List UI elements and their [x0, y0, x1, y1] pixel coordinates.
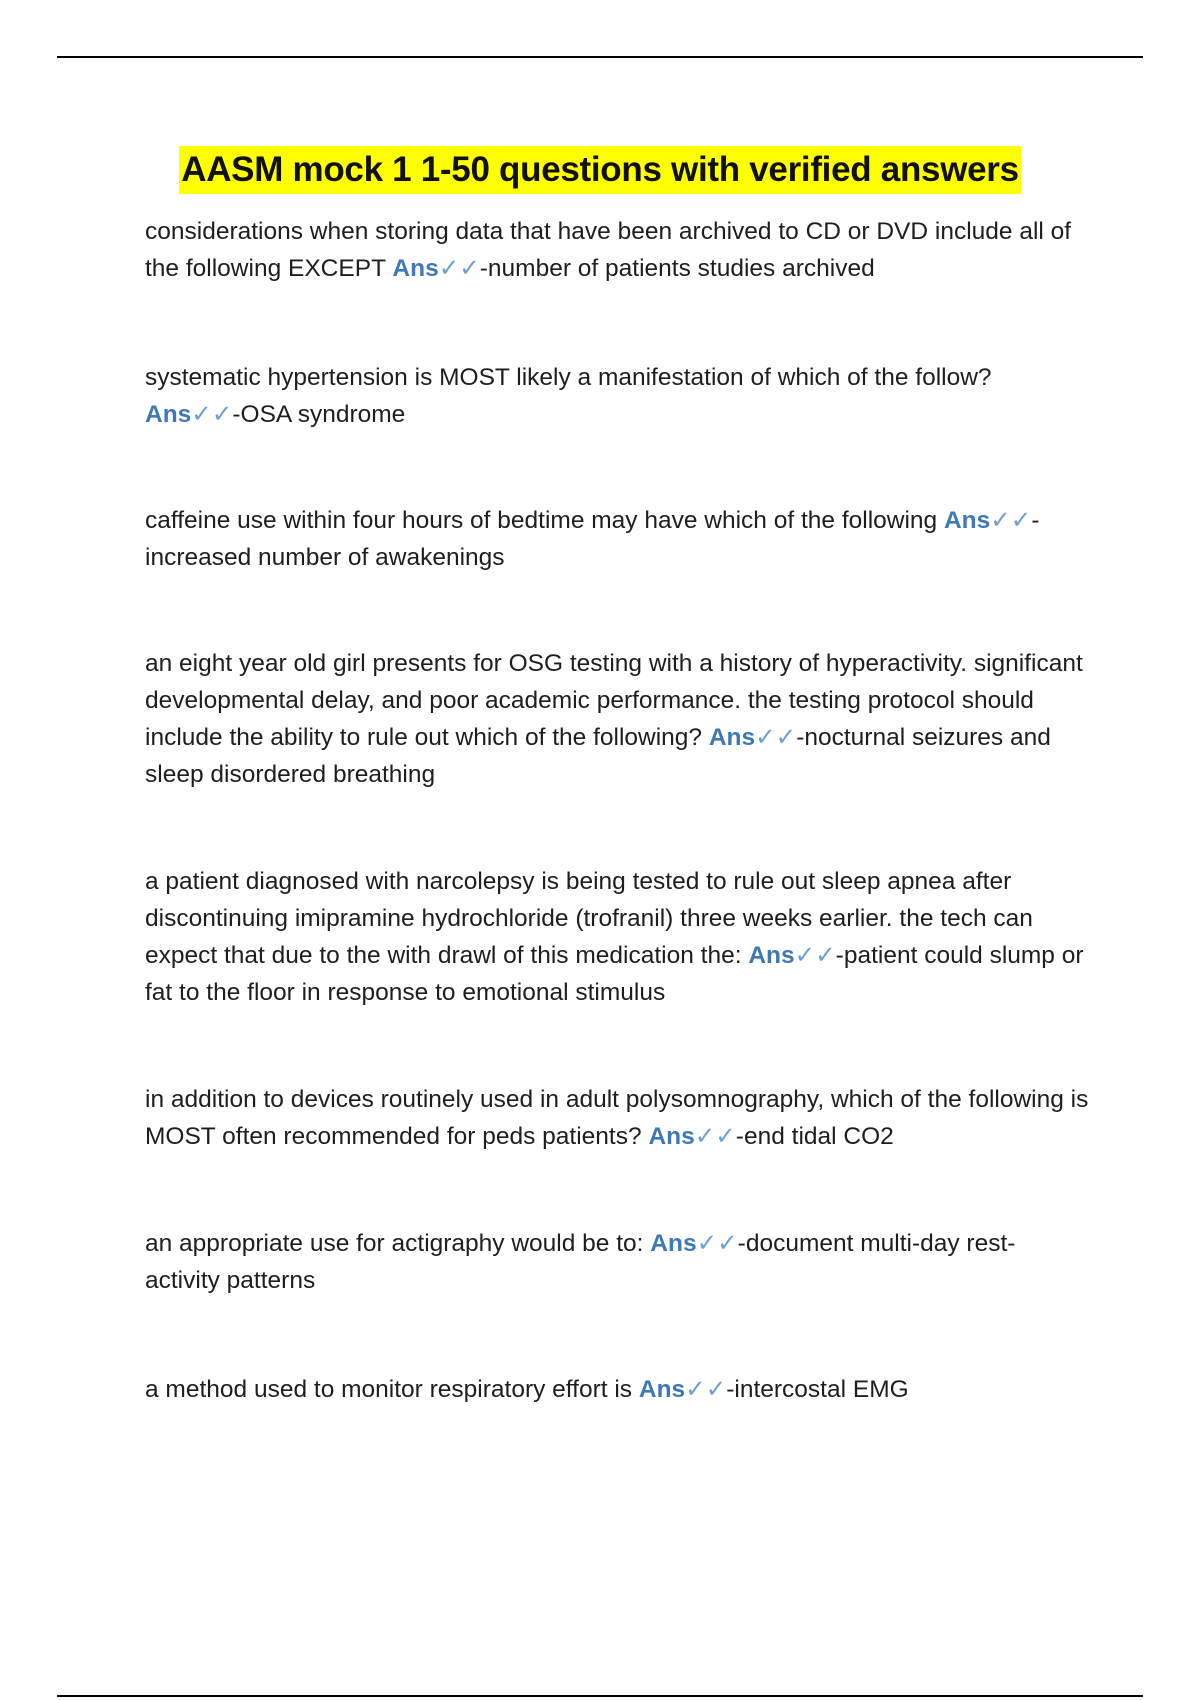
question-text: a patient diagnosed with narcolepsy is being tested to rule out sleep apnea after discontinuing imipramine hydrochloride (trofranil) three weeks earlier. the tech can expect that due to the with drawl of this medication the:: [145, 868, 1033, 969]
answer-text: -document multi-day rest-activity patterns: [145, 1230, 1016, 1294]
qa-item-1: [145, 213, 1090, 287]
answer-text: -OSA syndrome: [232, 401, 406, 428]
document-title: AASM mock 1 1-50 questions with verified answers: [179, 146, 1021, 194]
answer-text: -intercostal EMG: [726, 1376, 909, 1403]
question-text: caffeine use within four hours of bedtime may have which of the following: [145, 507, 944, 534]
answer-marker: Ans: [638, 1376, 686, 1403]
answer-marker: Ans: [648, 1123, 695, 1150]
answer-marker: Ans: [650, 1230, 697, 1257]
qa-item-6: [145, 1081, 1090, 1155]
answer-marker: Ans: [748, 942, 795, 969]
qa-item-4: [145, 645, 1090, 793]
check-icon: ✓✓: [694, 1123, 736, 1150]
qa-item-2: [145, 359, 1090, 433]
check-icon: ✓✓: [794, 942, 836, 969]
qa-item-8: [145, 1371, 1090, 1408]
qa-item-7: [145, 1225, 1090, 1299]
check-icon: ✓✓: [990, 507, 1032, 534]
answer-text: -increased number of awakenings: [145, 507, 1040, 571]
question-text: systematic hypertension is MOST likely a manifestation of which of the follow?: [145, 364, 992, 391]
answer-text: -nocturnal seizures and sleep disordered breathing: [145, 724, 1051, 788]
qa-item-3: [145, 502, 1090, 576]
question-text: in addition to devices routinely used in adult polysomnography, which of the following is MOST often recommended for peds patients?: [145, 1086, 1089, 1150]
title-container: [0, 146, 1200, 194]
check-icon: ✓✓: [685, 1376, 727, 1403]
answer-marker: Ans: [145, 401, 192, 428]
check-icon: ✓✓: [191, 401, 233, 428]
answer-text: -number of patients studies archived: [479, 255, 875, 282]
qa-item-5: [145, 863, 1090, 1011]
answer-marker: Ans: [943, 507, 991, 534]
question-text: an appropriate use for actigraphy would be to:: [145, 1230, 651, 1257]
footer-rule: [57, 1695, 1143, 1697]
check-icon: ✓✓: [755, 724, 797, 751]
question-text: an eight year old girl presents for OSG testing with a history of hyperactivity. significant developmental delay, and poor academic performance. the testing protocol should include the ability to rule out which of the following?: [145, 650, 1083, 751]
answer-marker: Ans: [708, 724, 756, 751]
answer-text: -patient could slump or fat to the floor in response to emotional stimulus: [145, 942, 1084, 1006]
answer-marker: Ans: [392, 255, 439, 282]
question-text: considerations when storing data that have been archived to CD or DVD include all of the following EXCEPT: [145, 218, 1072, 282]
answer-text: -end tidal CO2: [735, 1123, 894, 1150]
header-rule: [57, 56, 1143, 58]
question-text: a method used to monitor respiratory effort is: [145, 1376, 639, 1403]
check-icon: ✓✓: [696, 1230, 738, 1257]
check-icon: ✓✓: [438, 255, 480, 282]
